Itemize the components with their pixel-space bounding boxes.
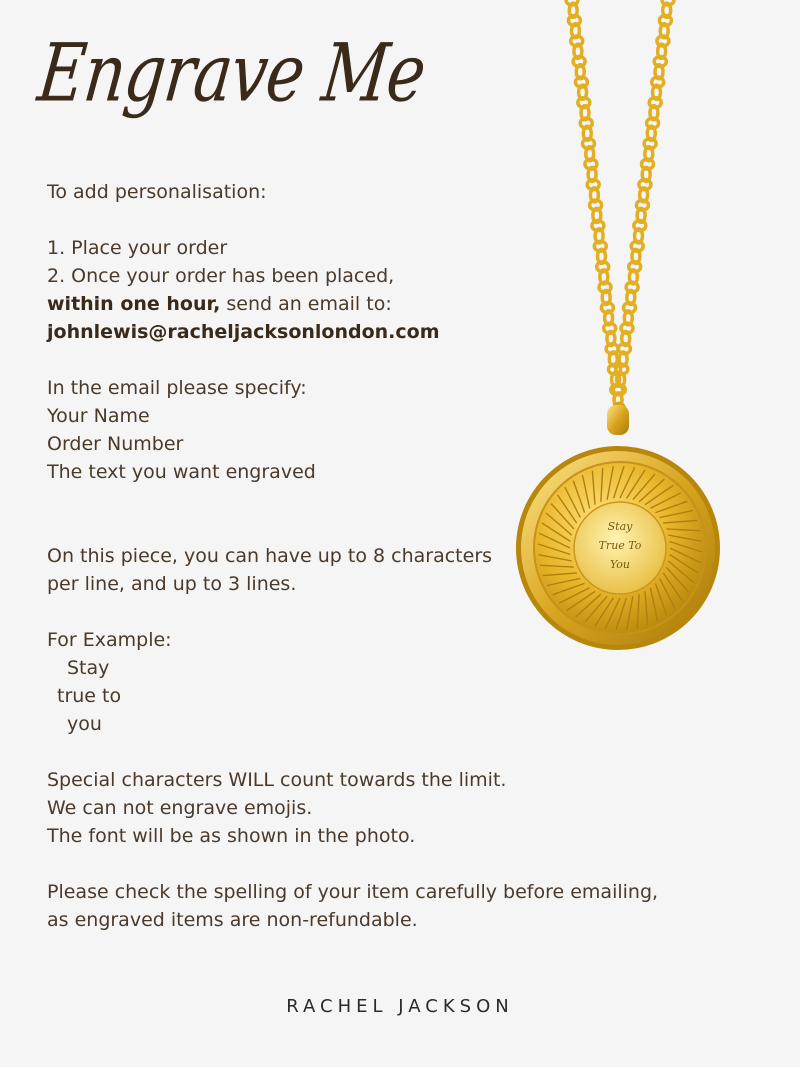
limits-line-2: per line, and up to 3 lines.	[47, 573, 297, 595]
note-line: The font will be as shown in the photo.	[47, 825, 416, 847]
email-address: johnlewis@racheljacksonlondon.com	[47, 321, 440, 343]
brand-logo: RACHEL JACKSON	[286, 996, 514, 1017]
example-line: Stay	[67, 657, 110, 679]
pendant	[516, 446, 720, 650]
warning-line-2: as engraved items are non-refundable.	[47, 909, 418, 931]
necklace-image	[500, 0, 800, 660]
step-2: 2. Once your order has been placed,	[47, 265, 395, 287]
intro-text: To add personalisation:	[47, 181, 267, 203]
note-line: We can not engrave emojis.	[47, 797, 313, 819]
example-line: true to	[57, 685, 122, 707]
example-heading: For Example:	[47, 629, 172, 651]
warning-line-1: Please check the spelling of your item carefully before emailing,	[47, 881, 659, 903]
specify-item: The text you want engraved	[47, 461, 316, 483]
chain	[566, 0, 674, 407]
note-line: Special characters WILL count towards the limit.	[47, 769, 507, 791]
specify-heading: In the email please specify:	[47, 377, 307, 399]
limits-line-1: On this piece, you can have up to 8 characters	[47, 545, 493, 567]
engraving-line: True To	[598, 539, 642, 552]
specify-item: Your Name	[47, 405, 150, 427]
example-line: you	[67, 713, 102, 735]
step-1: 1. Place your order	[47, 237, 228, 259]
engraving-line: You	[609, 558, 631, 571]
bail	[607, 404, 629, 435]
specify-item: Order Number	[47, 433, 184, 455]
step-2-rest: send an email to:	[220, 293, 392, 315]
step-2-bold: within one hour,	[47, 293, 221, 315]
engraving-line: Stay	[607, 520, 633, 533]
page-title: Engrave Me	[33, 28, 430, 121]
